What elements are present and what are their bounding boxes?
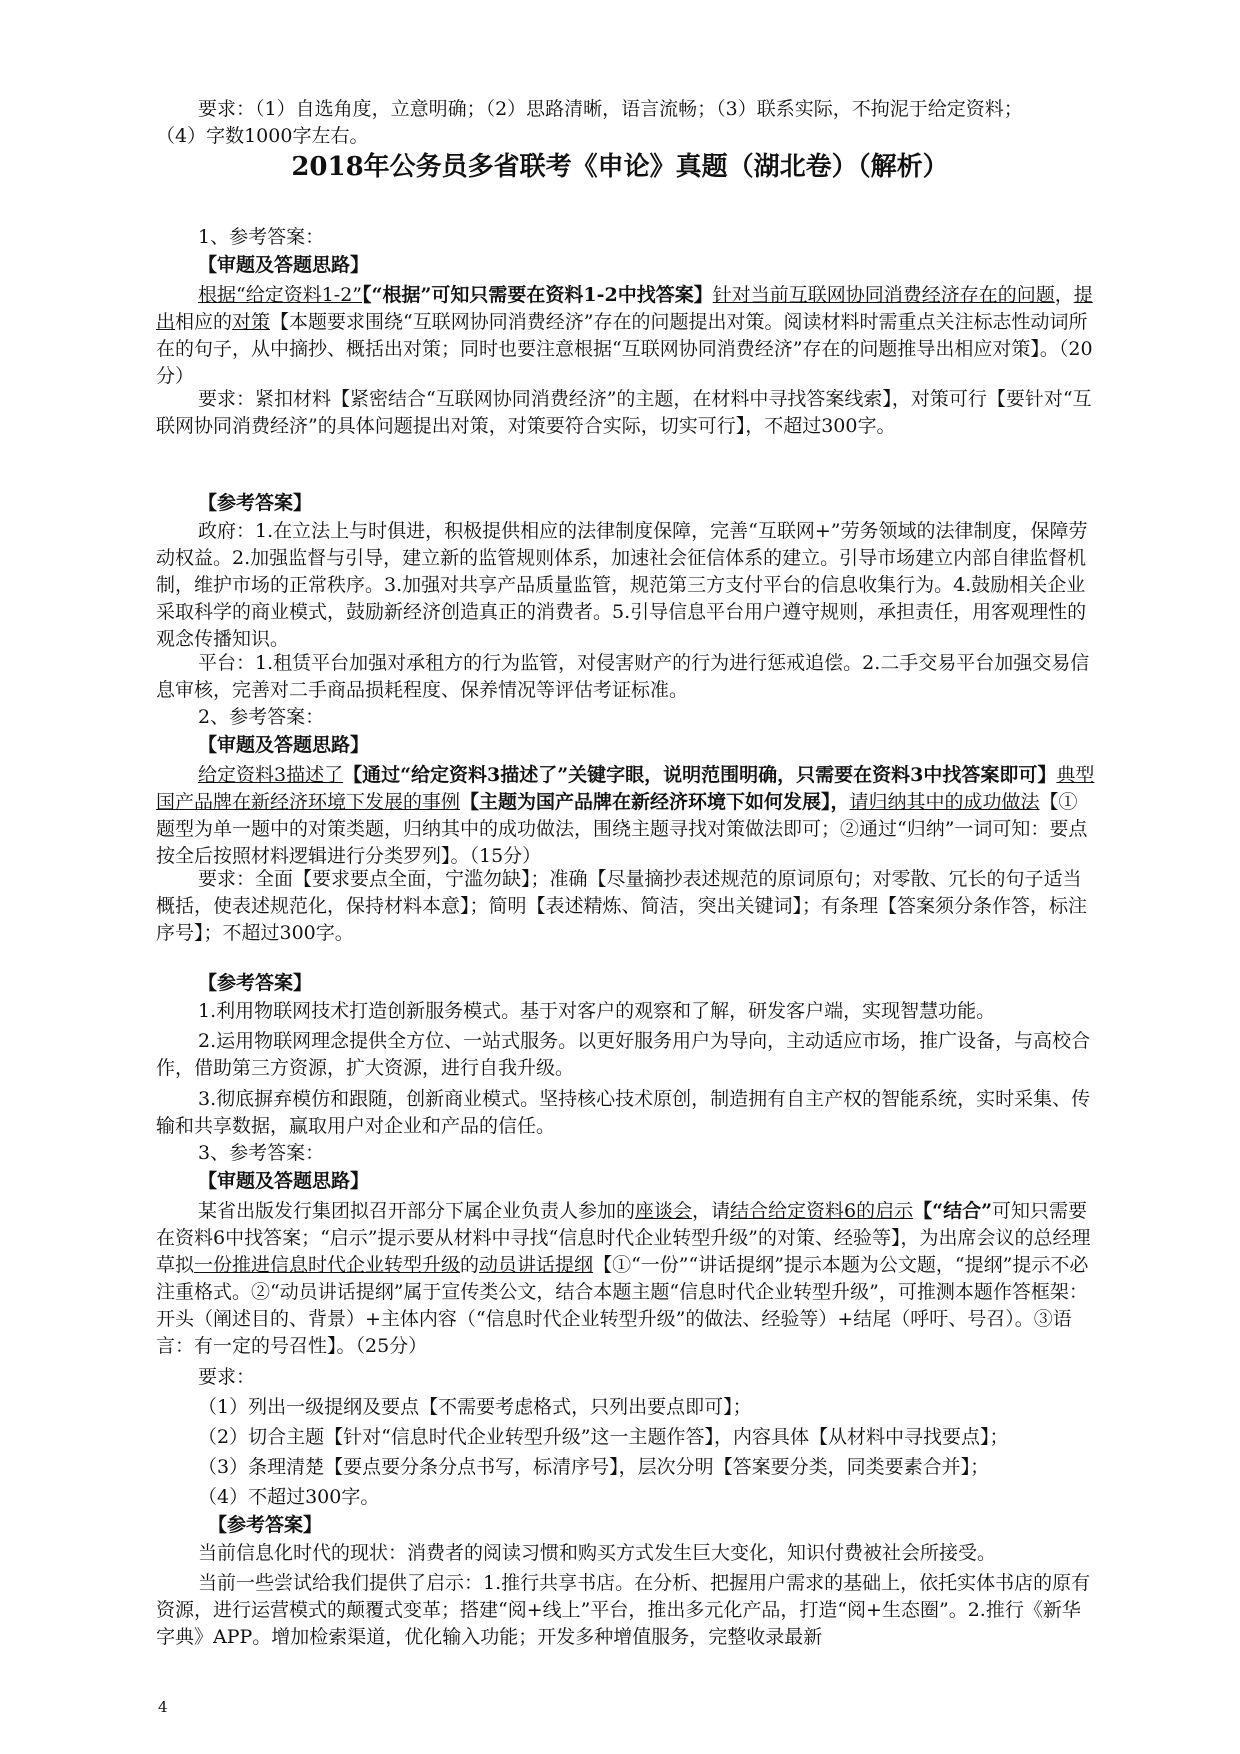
- q3-thinking-label: 【审题及答题思路】: [198, 1170, 370, 1192]
- q1-thinking-label: 【审题及答题思路】: [198, 254, 370, 276]
- q3-requirement-4: （4）不超过300字。: [198, 1486, 380, 1508]
- q1-answer-government: 政府：1.在立法上与时俱进，积极提供相应的法律制度保障，完善“互联网+”劳务领域的法律制度，保障劳动权益。2.加强监督与引导，建立新的监管规则体系，加速社会征信体系的建立。引导市场建立内部自律监督机制，维护市场的正常秩序。3.加强对共享产品质量监管，规范第三方支付平台的信息收集行为。4.鼓励相关企业采取科学的商业模式，鼓励新经济创造真正的消费者。5.引导信息平台用户遵守规则，承担责任，用客观理性的观念传播知识。: [156, 520, 1088, 650]
- q1-thinking-text: 根据“给定资料1-2”【“根据”可知只需要在资料1-2中找答案】针对当前互联网协同消费经济存在的问题，提出相应的对策【本题要求围绕“互联网协同消费经济”存在的问题提出对策。阅读材料时需重点关注标志性动词所在的句子，从中摘抄、概括出对策；同时也要注意根据“互联网协同消费经济”存在的问题推导出相应对策】。（20分）: [156, 284, 1093, 387]
- q2-heading: 2、参考答案：: [198, 706, 325, 728]
- q2-thinking-label: 【审题及答题思路】: [198, 734, 370, 756]
- q3-requirement-1: （1）列出一级提纲及要点【不需要考虑格式，只列出要点即可】；: [198, 1396, 752, 1418]
- document-title: 2018年公务员多省联考《申论》真题（湖北卷）（解析）: [291, 152, 949, 182]
- q2-thinking-text: 给定资料3描述了【通过“给定资料3描述了”关键字眼，说明范围明确，只需要在资料3中找答案即可】典型国产品牌在新经济环境下发展的事例【主题为国产品牌在新经济环境下如何发展】，请归纳其中的成功做法【①题型为单一题中的对策类题，归纳其中的成功做法，围绕主题寻找对策做法即可；②通过“归纳”一词可知：要点按全后按照材料逻辑进行分类罗列】。（15分）: [156, 764, 1095, 867]
- q3-requirement-3: （3）条理清楚【要点要分条分点书写，标清序号】，层次分明【答案要分类，同类要素合并】；: [198, 1456, 990, 1478]
- q2-answer-1: 1.利用物联网技术打造创新服务模式。基于对客户的观察和了解，研发客户端，实现智慧功能。: [198, 1000, 996, 1022]
- intro-requirement: [156, 96, 1096, 150]
- q1-requirement: 要求：紧扣材料【紧密结合“互联网协同消费经济”的主题，在材料中寻找答案线索】，对策可行【要针对“互联网协同消费经济”的具体问题提出对策，对策要符合实际，切实可行】，不超过300字。: [156, 388, 1092, 437]
- q1-heading: 1、参考答案：: [198, 226, 325, 248]
- q2-answer-label: 【参考答案】: [198, 972, 313, 994]
- q1-answer-label: 【参考答案】: [198, 492, 313, 514]
- q3-thinking-text: 某省出版发行集团拟召开部分下属企业负责人参加的座谈会，请结合给定资料6的启示【“结合”可知只需要在资料6中找答案；“启示”提示要从材料中寻找“信息时代企业转型升级”的对策、经验等】，为出席会议的总经理草拟一份推进信息时代企业转型升级的动员讲话提纲【①“一份”“讲话提纲”提示本题为公文题，“提纲”提示不必注重格式。②“动员讲话提纲”属于宣传类公文，结合本题主题“信息时代企业转型升级”，可推测本题作答框架：开头（阐述目的、背景）+主体内容（“信息时代企业转型升级”的做法、经验等）+结尾（呼吁、号召）。③语言：有一定的号召性】。（25分）: [156, 1200, 1091, 1357]
- q1-answer-platform: 平台：1.租赁平台加强对承租方的行为监管，对侵害财产的行为进行惩戒追偿。2.二手交易平台加强交易信息审核，完善对二手商品损耗程度、保养情况等评估考证标准。: [156, 652, 1090, 701]
- q2-requirement: 要求：全面【要求要点全面，宁滥勿缺】；准确【尽量摘抄表述规范的原词原句；对零散、冗长的句子适当概括，使表述规范化，保持材料本意】；简明【表述精炼、简洁，突出关键词】；有条理【答案须分条作答，标注序号】；不超过300字。: [156, 868, 1088, 944]
- q2-answer-2: 2.运用物联网理念提供全方位、一站式服务。以更好服务用户为导向，主动适应市场，推广设备，与高校合作，借助第三方资源，扩大资源，进行自我升级。: [156, 1030, 1091, 1079]
- page-number: 4: [158, 1698, 168, 1716]
- q2-answer-3: 3.彻底摒弃模仿和跟随，创新商业模式。坚持核心技术原创，制造拥有自主产权的智能系统，实时采集、传输和共享数据，赢取用户对企业和产品的信任。: [156, 1088, 1091, 1137]
- q3-answer-1: 当前信息化时代的现状：消费者的阅读习惯和购买方式发生巨大变化，知识付费被社会所接受。: [198, 1542, 997, 1564]
- q3-requirement-label: 要求：: [198, 1366, 256, 1388]
- q3-heading: 3、参考答案：: [198, 1142, 325, 1164]
- intro-line-1: 要求：（1）自选角度，立意明确；（2）思路清晰，语言流畅；（3）联系实际，不拘泥于给定资料；: [198, 98, 1023, 120]
- q3-requirement-2: （2）切合主题【针对“信息时代企业转型升级”这一主题作答】，内容具体【从材料中寻找要点】；: [198, 1426, 1009, 1448]
- intro-line-2: （4）字数1000字左右。: [156, 125, 369, 147]
- q3-answer-2: 当前一些尝试给我们提供了启示：1.推行共享书店。在分析、把握用户需求的基础上，依托实体书店的原有资源，进行运营模式的颠覆式变革；搭建“阅+线上”平台，推出多元化产品，打造“阅+生态圈”。2.推行《新华字典》APP。增加检索渠道，优化输入功能；开发多种增值服务，完整收录最新: [156, 1572, 1091, 1648]
- q3-answer-label: 【参考答案】: [208, 1514, 323, 1536]
